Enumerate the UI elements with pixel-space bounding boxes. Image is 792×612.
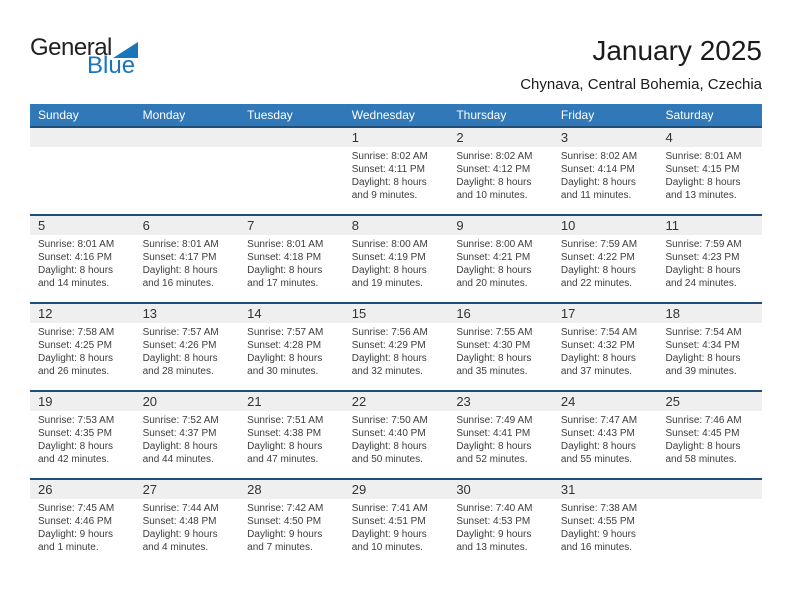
calendar-day-cell — [30, 128, 135, 214]
daylight-text-line1: Daylight: 9 hours — [456, 529, 532, 540]
sunset-text: Sunset: 4:37 PM — [142, 428, 217, 439]
sunrise-text: Sunrise: 7:54 AM — [560, 327, 638, 338]
calendar-day-cell — [448, 480, 553, 566]
calendar-weeks — [30, 126, 762, 566]
day-details — [657, 147, 762, 202]
weekday-header-thursday: Thursday — [456, 108, 507, 122]
sunrise-text: Sunrise: 7:46 AM — [665, 415, 742, 426]
weekday-header-sunday: Sunday — [38, 108, 79, 122]
day-details — [135, 323, 240, 378]
general-blue-logo — [30, 36, 138, 78]
day-number: 3 — [553, 128, 658, 147]
daylight-text-line2: and 47 minutes. — [247, 454, 319, 465]
day-number — [30, 128, 135, 147]
day-number: 26 — [30, 480, 135, 499]
sunset-text: Sunset: 4:12 PM — [456, 164, 531, 175]
day-details — [344, 499, 449, 554]
calendar-day-cell — [135, 480, 240, 566]
day-details — [657, 323, 762, 378]
sunrise-text: Sunrise: 8:00 AM — [456, 239, 533, 250]
sunset-text: Sunset: 4:45 PM — [665, 428, 740, 439]
calendar-day-cell — [344, 128, 449, 214]
day-number: 9 — [448, 216, 553, 235]
sunset-text: Sunset: 4:38 PM — [247, 428, 322, 439]
daylight-text-line2: and 20 minutes. — [456, 278, 528, 289]
sunset-text: Sunset: 4:28 PM — [247, 340, 322, 351]
day-details — [135, 147, 240, 150]
sunset-text: Sunset: 4:15 PM — [665, 164, 740, 175]
calendar-day-cell — [239, 128, 344, 214]
sunset-text: Sunset: 4:16 PM — [38, 252, 112, 263]
daylight-text-line1: Daylight: 9 hours — [351, 529, 427, 540]
sunrise-text: Sunrise: 7:53 AM — [38, 415, 115, 426]
sunrise-text: Sunrise: 7:59 AM — [560, 239, 638, 250]
calendar-day-cell — [553, 392, 658, 478]
daylight-text-line2: and 35 minutes. — [456, 366, 528, 377]
day-number: 4 — [657, 128, 762, 147]
day-details — [135, 411, 240, 466]
day-details — [553, 235, 658, 290]
sunset-text: Sunset: 4:34 PM — [665, 340, 740, 351]
day-number: 5 — [30, 216, 135, 235]
calendar-week-row — [30, 390, 762, 478]
daylight-text-line1: Daylight: 8 hours — [665, 177, 741, 188]
location-subtitle: Chynava, Central Bohemia, Czechia — [520, 75, 762, 93]
daylight-text-line1: Daylight: 8 hours — [456, 177, 532, 188]
day-number: 29 — [344, 480, 449, 499]
day-number: 2 — [448, 128, 553, 147]
daylight-text-line2: and 16 minutes. — [142, 278, 214, 289]
day-number: 10 — [553, 216, 658, 235]
day-number: 6 — [135, 216, 240, 235]
weekday-header-wednesday: Wednesday — [351, 108, 415, 122]
day-number: 17 — [553, 304, 658, 323]
daylight-text-line1: Daylight: 8 hours — [351, 441, 427, 452]
weekday-header-friday: Friday — [560, 108, 595, 122]
weekday-header-tuesday: Tuesday — [247, 108, 293, 122]
day-number: 18 — [657, 304, 762, 323]
day-details — [344, 411, 449, 466]
daylight-text-line1: Daylight: 8 hours — [351, 265, 427, 276]
daylight-text-line2: and 32 minutes. — [351, 366, 423, 377]
day-details — [239, 235, 344, 290]
calendar-day-cell — [344, 480, 449, 566]
sunrise-text: Sunrise: 8:00 AM — [351, 239, 428, 250]
daylight-text-line1: Daylight: 8 hours — [142, 265, 218, 276]
sunrise-text: Sunrise: 7:56 AM — [351, 327, 428, 338]
sunset-text: Sunset: 4:22 PM — [560, 252, 635, 263]
sunset-text: Sunset: 4:40 PM — [351, 428, 426, 439]
daylight-text-line2: and 7 minutes. — [247, 542, 313, 553]
daylight-text-line2: and 44 minutes. — [142, 454, 214, 465]
calendar-day-cell — [344, 304, 449, 390]
day-number: 27 — [135, 480, 240, 499]
day-details — [30, 323, 135, 378]
daylight-text-line1: Daylight: 8 hours — [351, 177, 427, 188]
sunrise-text: Sunrise: 8:02 AM — [351, 151, 428, 162]
sunrise-text: Sunrise: 8:01 AM — [247, 239, 324, 250]
calendar-day-cell — [135, 216, 240, 302]
sunset-text: Sunset: 4:14 PM — [560, 164, 635, 175]
daylight-text-line2: and 10 minutes. — [351, 542, 423, 553]
daylight-text-line1: Daylight: 9 hours — [38, 529, 114, 540]
daylight-text-line1: Daylight: 9 hours — [142, 529, 218, 540]
calendar-day-cell — [657, 216, 762, 302]
daylight-text-line1: Daylight: 9 hours — [247, 529, 323, 540]
day-details — [553, 147, 658, 202]
page-title: January 2025 — [592, 35, 762, 66]
daylight-text-line1: Daylight: 8 hours — [456, 441, 532, 452]
day-number: 1 — [344, 128, 449, 147]
sunset-text: Sunset: 4:51 PM — [351, 516, 426, 527]
daylight-text-line2: and 9 minutes. — [351, 190, 418, 201]
sunset-text: Sunset: 4:43 PM — [560, 428, 635, 439]
day-details — [239, 323, 344, 378]
day-number: 24 — [553, 392, 658, 411]
day-number: 25 — [657, 392, 762, 411]
daylight-text-line2: and 26 minutes. — [38, 366, 110, 377]
calendar-day-cell — [135, 304, 240, 390]
daylight-text-line2: and 24 minutes. — [665, 278, 737, 289]
day-details — [448, 323, 553, 378]
calendar-day-cell — [30, 304, 135, 390]
daylight-text-line2: and 13 minutes. — [456, 542, 528, 553]
calendar-day-cell — [239, 216, 344, 302]
sunset-text: Sunset: 4:25 PM — [38, 340, 112, 351]
sunset-text: Sunset: 4:29 PM — [351, 340, 426, 351]
sunrise-text: Sunrise: 8:01 AM — [38, 239, 115, 250]
calendar-day-cell — [448, 216, 553, 302]
day-number: 30 — [448, 480, 553, 499]
sunrise-text: Sunrise: 7:57 AM — [247, 327, 324, 338]
sunrise-text: Sunrise: 7:47 AM — [560, 415, 638, 426]
daylight-text-line1: Daylight: 8 hours — [665, 441, 741, 452]
day-details — [30, 235, 135, 290]
sunrise-text: Sunrise: 7:59 AM — [665, 239, 742, 250]
sunset-text: Sunset: 4:48 PM — [142, 516, 217, 527]
calendar-day-cell — [30, 216, 135, 302]
day-number: 23 — [448, 392, 553, 411]
sunset-text: Sunset: 4:23 PM — [665, 252, 740, 263]
sunrise-text: Sunrise: 8:01 AM — [142, 239, 219, 250]
calendar-day-cell — [553, 216, 658, 302]
sunset-text: Sunset: 4:46 PM — [38, 516, 112, 527]
sunrise-text: Sunrise: 7:51 AM — [247, 415, 324, 426]
calendar-day-cell — [657, 304, 762, 390]
daylight-text-line2: and 14 minutes. — [38, 278, 110, 289]
daylight-text-line2: and 28 minutes. — [142, 366, 214, 377]
sunrise-text: Sunrise: 7:41 AM — [351, 503, 428, 514]
calendar-day-cell — [239, 480, 344, 566]
calendar-day-cell — [657, 392, 762, 478]
day-number: 16 — [448, 304, 553, 323]
logo-text-blue: Blue — [87, 52, 136, 79]
daylight-text-line2: and 58 minutes. — [665, 454, 737, 465]
daylight-text-line2: and 11 minutes. — [560, 190, 632, 201]
calendar-day-cell — [553, 304, 658, 390]
sunrise-text: Sunrise: 7:45 AM — [38, 503, 115, 514]
sunrise-text: Sunrise: 7:42 AM — [247, 503, 324, 514]
sunset-text: Sunset: 4:11 PM — [351, 164, 425, 175]
day-number: 21 — [239, 392, 344, 411]
sunset-text: Sunset: 4:21 PM — [456, 252, 531, 263]
day-details — [30, 411, 135, 466]
day-details — [344, 147, 449, 202]
daylight-text-line1: Daylight: 8 hours — [38, 441, 114, 452]
sunset-text: Sunset: 4:35 PM — [38, 428, 112, 439]
day-details — [30, 499, 135, 554]
daylight-text-line1: Daylight: 8 hours — [247, 353, 323, 364]
day-number: 11 — [657, 216, 762, 235]
daylight-text-line1: Daylight: 8 hours — [560, 177, 636, 188]
day-details — [448, 235, 553, 290]
day-details — [448, 499, 553, 554]
daylight-text-line1: Daylight: 8 hours — [560, 353, 636, 364]
day-details — [135, 499, 240, 554]
day-details — [448, 147, 553, 202]
sunrise-text: Sunrise: 7:52 AM — [142, 415, 219, 426]
day-number: 31 — [553, 480, 658, 499]
daylight-text-line1: Daylight: 8 hours — [560, 441, 636, 452]
day-details — [135, 235, 240, 290]
day-number — [239, 128, 344, 147]
calendar-day-cell — [657, 480, 762, 566]
sunrise-text: Sunrise: 7:40 AM — [456, 503, 533, 514]
daylight-text-line2: and 52 minutes. — [456, 454, 528, 465]
daylight-text-line1: Daylight: 8 hours — [665, 265, 741, 276]
sunset-text: Sunset: 4:55 PM — [560, 516, 635, 527]
daylight-text-line1: Daylight: 8 hours — [38, 353, 114, 364]
daylight-text-line2: and 50 minutes. — [351, 454, 423, 465]
day-details — [657, 235, 762, 290]
day-details — [657, 499, 762, 502]
calendar-day-cell — [657, 128, 762, 214]
day-number: 28 — [239, 480, 344, 499]
logo-text-general: General — [30, 34, 112, 61]
day-details — [30, 147, 135, 150]
sunset-text: Sunset: 4:41 PM — [456, 428, 531, 439]
daylight-text-line2: and 22 minutes. — [560, 278, 633, 289]
sunrise-text: Sunrise: 7:54 AM — [665, 327, 742, 338]
day-number: 15 — [344, 304, 449, 323]
daylight-text-line2: and 16 minutes. — [560, 542, 633, 553]
daylight-text-line2: and 1 minute. — [38, 542, 99, 553]
daylight-text-line2: and 17 minutes. — [247, 278, 319, 289]
day-number: 8 — [344, 216, 449, 235]
sunset-text: Sunset: 4:19 PM — [351, 252, 426, 263]
daylight-text-line2: and 10 minutes. — [456, 190, 528, 201]
sunrise-text: Sunrise: 7:50 AM — [351, 415, 428, 426]
daylight-text-line1: Daylight: 8 hours — [38, 265, 114, 276]
sunrise-text: Sunrise: 8:01 AM — [665, 151, 742, 162]
sunset-text: Sunset: 4:50 PM — [247, 516, 322, 527]
sunrise-text: Sunrise: 7:38 AM — [560, 503, 638, 514]
daylight-text-line1: Daylight: 9 hours — [560, 529, 636, 540]
daylight-text-line1: Daylight: 8 hours — [142, 441, 218, 452]
day-details — [239, 147, 344, 150]
calendar-week-row — [30, 126, 762, 214]
day-number: 14 — [239, 304, 344, 323]
daylight-text-line2: and 42 minutes. — [38, 454, 110, 465]
day-number — [135, 128, 240, 147]
day-details — [553, 411, 658, 466]
daylight-text-line1: Daylight: 8 hours — [665, 353, 741, 364]
day-details — [344, 323, 449, 378]
calendar-week-row — [30, 302, 762, 390]
daylight-text-line1: Daylight: 8 hours — [560, 265, 636, 276]
day-details — [239, 411, 344, 466]
daylight-text-line2: and 37 minutes. — [560, 366, 633, 377]
day-details — [448, 411, 553, 466]
sunset-text: Sunset: 4:17 PM — [142, 252, 217, 263]
calendar-day-cell — [448, 392, 553, 478]
sunset-text: Sunset: 4:26 PM — [142, 340, 217, 351]
day-number: 22 — [344, 392, 449, 411]
daylight-text-line1: Daylight: 8 hours — [247, 265, 323, 276]
sunrise-text: Sunrise: 8:02 AM — [456, 151, 533, 162]
daylight-text-line1: Daylight: 8 hours — [142, 353, 218, 364]
daylight-text-line2: and 30 minutes. — [247, 366, 319, 377]
day-details — [657, 411, 762, 466]
calendar-week-row — [30, 214, 762, 302]
daylight-text-line2: and 13 minutes. — [665, 190, 737, 201]
daylight-text-line1: Daylight: 8 hours — [247, 441, 323, 452]
sunrise-text: Sunrise: 7:44 AM — [142, 503, 219, 514]
sunset-text: Sunset: 4:18 PM — [247, 252, 322, 263]
calendar-day-cell — [30, 480, 135, 566]
daylight-text-line2: and 39 minutes. — [665, 366, 737, 377]
weekday-header-monday: Monday — [142, 108, 186, 122]
daylight-text-line1: Daylight: 8 hours — [456, 353, 532, 364]
day-details — [553, 499, 658, 554]
day-number: 7 — [239, 216, 344, 235]
sunrise-text: Sunrise: 7:57 AM — [142, 327, 219, 338]
calendar-day-cell — [239, 392, 344, 478]
weekday-header-row — [30, 104, 762, 126]
calendar-day-cell — [239, 304, 344, 390]
calendar-day-cell — [30, 392, 135, 478]
day-number — [657, 480, 762, 499]
day-number: 12 — [30, 304, 135, 323]
calendar-day-cell — [135, 392, 240, 478]
calendar-day-cell — [553, 480, 658, 566]
day-details — [239, 499, 344, 554]
day-details — [553, 323, 658, 378]
calendar-day-cell — [448, 304, 553, 390]
daylight-text-line2: and 55 minutes. — [560, 454, 633, 465]
daylight-text-line1: Daylight: 8 hours — [456, 265, 532, 276]
day-details — [344, 235, 449, 290]
weekday-header-saturday: Saturday — [665, 108, 714, 122]
calendar-week-row — [30, 478, 762, 566]
sunrise-text: Sunrise: 7:58 AM — [38, 327, 115, 338]
sunset-text: Sunset: 4:32 PM — [560, 340, 635, 351]
sunset-text: Sunset: 4:53 PM — [456, 516, 531, 527]
daylight-text-line2: and 4 minutes. — [142, 542, 209, 553]
sunset-text: Sunset: 4:30 PM — [456, 340, 531, 351]
calendar-day-cell — [344, 392, 449, 478]
calendar-day-cell — [344, 216, 449, 302]
sunrise-text: Sunrise: 7:49 AM — [456, 415, 533, 426]
day-number: 13 — [135, 304, 240, 323]
daylight-text-line2: and 19 minutes. — [351, 278, 423, 289]
calendar-table — [30, 104, 762, 566]
day-number: 20 — [135, 392, 240, 411]
calendar-day-cell — [553, 128, 658, 214]
calendar-day-cell — [448, 128, 553, 214]
sunrise-text: Sunrise: 7:55 AM — [456, 327, 533, 338]
daylight-text-line1: Daylight: 8 hours — [351, 353, 427, 364]
calendar-day-cell — [135, 128, 240, 214]
sunrise-text: Sunrise: 8:02 AM — [560, 151, 638, 162]
day-number: 19 — [30, 392, 135, 411]
